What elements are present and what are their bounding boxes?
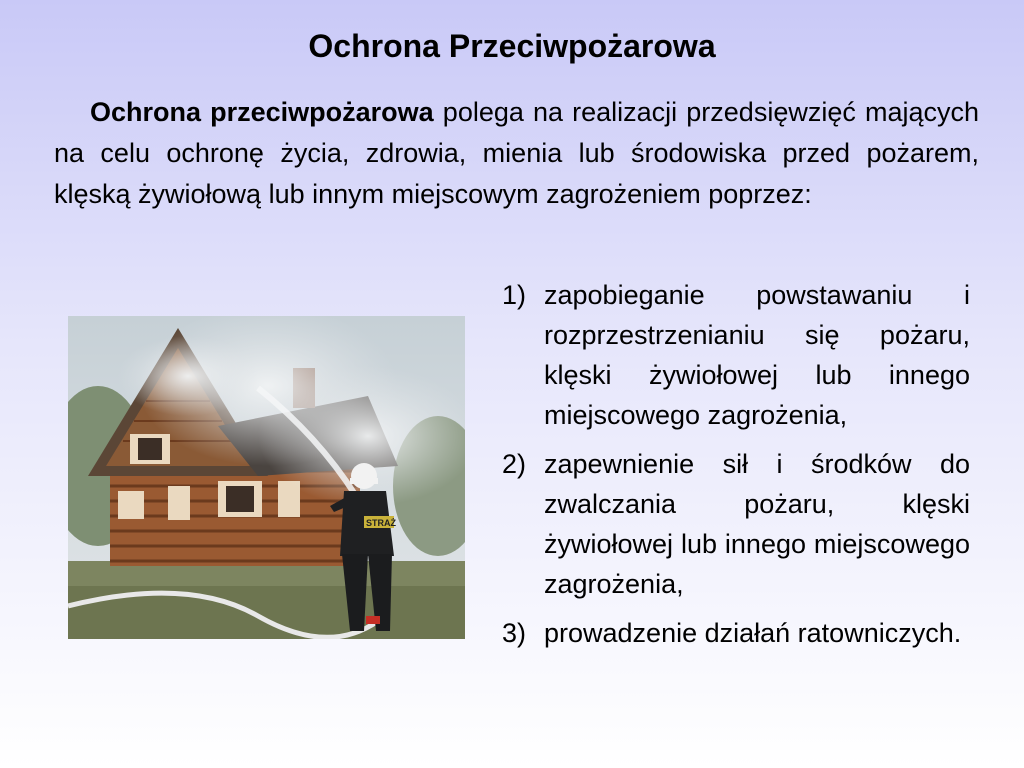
intro-paragraph bbox=[54, 92, 979, 215]
list-item-text: zapewnienie sił i środków do zwalczania pożaru, klęski żywiołowej lub innego miejscowego zagrożenia, bbox=[544, 449, 970, 599]
list-item-text: prowadzenie działań ratowniczych. bbox=[544, 618, 962, 648]
helmet-label: STRAŻ bbox=[366, 518, 396, 528]
list-item-number: 3) bbox=[502, 618, 527, 648]
list-item-number: 1) bbox=[502, 280, 527, 310]
list-item-number: 2) bbox=[502, 449, 527, 479]
list-item bbox=[502, 613, 970, 653]
intro-bold-term: Ochrona przeciwpożarowa bbox=[90, 97, 434, 127]
slide-title: Ochrona Przeciwpożarowa bbox=[308, 28, 716, 64]
firefighter-photo bbox=[68, 316, 465, 639]
list-item-text: zapobieganie powstawaniu i rozprzestrzenianiu się pożaru, klęski żywiołowej lub innego miejscowego zagrożenia, bbox=[544, 280, 970, 430]
list-item bbox=[502, 275, 970, 435]
intro-text: polega na realizacji przedsięwzięć mających na celu ochronę życia, zdrowia, mienia lub środowiska przed pożarem, klęską żywiołową lub innym miejscowym zagrożeniem poprzez: bbox=[54, 97, 979, 209]
list-item bbox=[502, 444, 970, 604]
measures-list bbox=[502, 275, 970, 662]
